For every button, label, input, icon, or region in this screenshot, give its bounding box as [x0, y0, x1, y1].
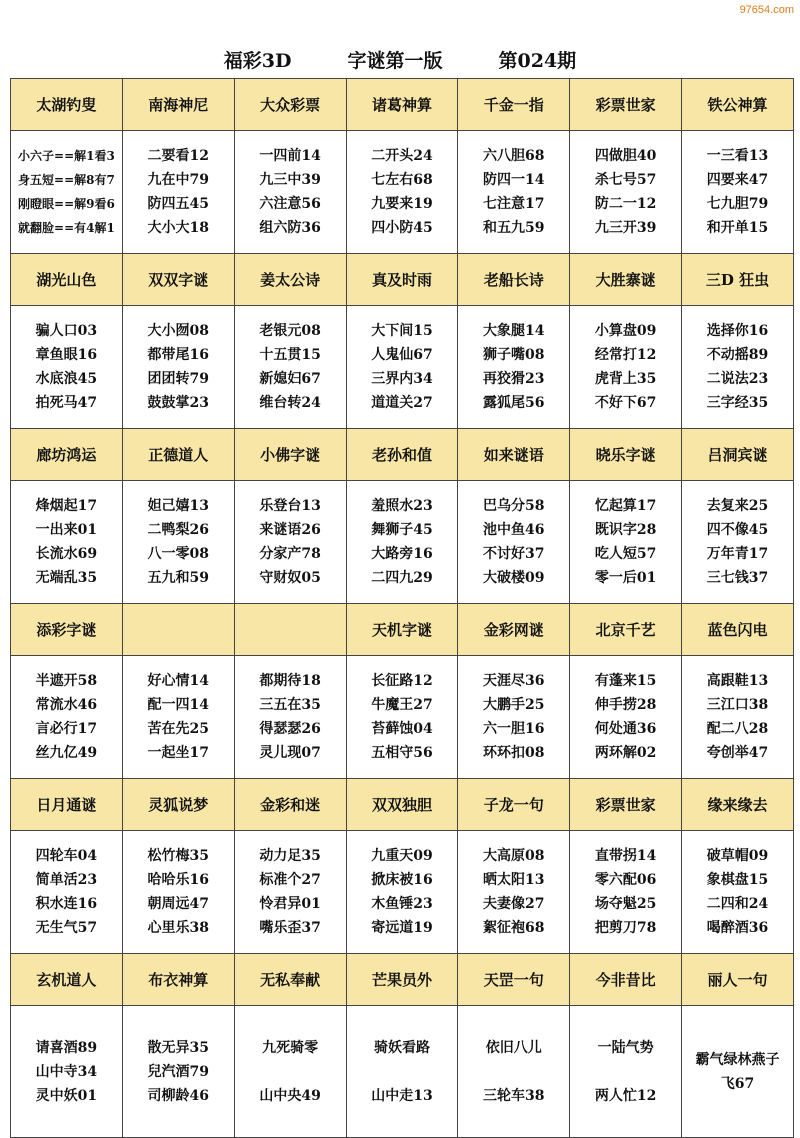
riddle-line: 二要看12 [147, 148, 209, 164]
riddle-cell [346, 131, 458, 254]
riddle-line: 喝醉酒36 [706, 920, 769, 936]
riddle-cell [234, 131, 346, 254]
riddle-cell [234, 306, 346, 429]
riddle-line: 标准个27 [259, 872, 321, 888]
riddle-line: 人鬼仙67 [371, 347, 433, 363]
riddle-line: 和开单15 [706, 220, 769, 236]
riddle-cell [234, 656, 346, 779]
riddle-cell [122, 831, 234, 954]
riddle-line: 二鸭梨26 [147, 522, 209, 538]
riddle-line: 得瑟瑟26 [259, 721, 321, 737]
riddle-line: 不动摇89 [706, 347, 769, 363]
riddle-line: 新媳妇67 [259, 371, 321, 387]
riddle-cell [570, 481, 682, 604]
riddle-line: 散无异35 [147, 1039, 209, 1056]
riddle-line: 高跟鞋13 [706, 673, 769, 689]
column-header: 芒果员外 [346, 954, 458, 1006]
column-header: 廊坊鸿运 [11, 429, 123, 481]
riddle-cell [570, 306, 682, 429]
content-row [11, 656, 794, 779]
riddle-cell [234, 831, 346, 954]
column-header: 缘来缘去 [682, 779, 794, 831]
content-row [11, 1006, 794, 1138]
riddle-line: 二四九29 [371, 570, 433, 586]
issue-number: 第024期 [498, 49, 577, 72]
riddle-line: 怜君异01 [259, 896, 321, 912]
column-header: 南海神尼 [122, 79, 234, 131]
riddle-cell [346, 1006, 458, 1138]
riddle-line: 掀床被16 [371, 872, 433, 888]
riddle-cell [570, 831, 682, 954]
column-header: 蓝色闪电 [682, 604, 794, 656]
riddle-line: 二开头24 [371, 148, 433, 164]
riddle-line: 松竹梅35 [147, 848, 209, 864]
riddle-line: 大下间15 [371, 323, 433, 339]
riddle-cell [682, 1006, 794, 1138]
riddle-line: 妲己嬉13 [147, 498, 209, 514]
riddle-line: 九死骑零 [262, 1039, 319, 1056]
riddle-line: 夫妻像27 [483, 896, 545, 912]
riddle-line [458, 1060, 569, 1084]
riddle-line: 既识字28 [594, 522, 657, 538]
riddle-line: 两人忙12 [594, 1087, 657, 1104]
column-header [234, 604, 346, 656]
riddle-line: 牛魔王27 [371, 697, 433, 713]
riddle-line [235, 1060, 346, 1084]
riddle-line: 虎背上35 [594, 371, 657, 387]
riddle-cell [122, 131, 234, 254]
riddle-line: 晒太阳13 [483, 872, 545, 888]
riddle-line: 九重天09 [371, 848, 433, 864]
riddle-cell [346, 831, 458, 954]
riddle-line: 心里乐38 [147, 920, 209, 936]
riddle-line: 水底浪45 [35, 371, 98, 387]
riddle-cell [570, 656, 682, 779]
column-header: 今非昔比 [570, 954, 682, 1006]
riddle-line: 絮征袍68 [483, 920, 545, 936]
riddle-line: 六八胆68 [483, 148, 545, 164]
column-header: 彩票世家 [570, 779, 682, 831]
riddle-line: 五九和59 [147, 570, 209, 586]
riddle-line: 去复来25 [706, 498, 769, 514]
riddle-cell [11, 131, 123, 254]
header-row [11, 79, 794, 131]
riddle-line: 和五九59 [483, 220, 545, 236]
riddle-cell [11, 1006, 123, 1138]
riddle-line: 大小大18 [147, 220, 209, 236]
riddle-cell [682, 831, 794, 954]
riddle-line: 常流水46 [35, 697, 98, 713]
riddle-line: 分家产78 [259, 546, 321, 562]
riddle-line: 四小防45 [371, 220, 433, 236]
column-header: 大胜寨谜 [570, 254, 682, 306]
riddle-line: 万年青17 [706, 546, 769, 562]
column-header: 双双独胆 [346, 779, 458, 831]
column-header: 大众彩票 [234, 79, 346, 131]
riddle-cell [458, 656, 570, 779]
header-row [11, 429, 794, 481]
riddle-line: 七九胆79 [706, 196, 769, 212]
riddle-line: 一四前14 [259, 148, 321, 164]
riddle-cell [570, 131, 682, 254]
riddle-line: 防四一14 [483, 172, 545, 188]
riddle-line: 长征路12 [371, 673, 433, 689]
column-header: 三D 狂虫 [682, 254, 794, 306]
riddle-line: 哈哈乐16 [147, 872, 209, 888]
riddle-line: 团团转79 [147, 371, 209, 387]
riddle-line: 鼓鼓掌23 [147, 395, 209, 411]
column-header: 铁公神算 [682, 79, 794, 131]
content-row [11, 131, 794, 254]
riddle-cell [122, 481, 234, 604]
riddle-cell [458, 1006, 570, 1138]
riddle-line: 二四和24 [706, 896, 769, 912]
column-header: 布衣神算 [122, 954, 234, 1006]
riddle-line: 长流水69 [35, 546, 98, 562]
riddle-line: 丝九亿49 [35, 745, 98, 761]
riddle-line: 三江口38 [706, 697, 769, 713]
riddle-line: 骗人口03 [35, 323, 98, 339]
riddle-line: 四做胆40 [594, 148, 657, 164]
riddle-line: 都带尾16 [147, 347, 209, 363]
riddle-cell [346, 481, 458, 604]
header-row [11, 779, 794, 831]
content-row [11, 306, 794, 429]
riddle-line: 四不像45 [706, 522, 769, 538]
riddle-line: 动力足35 [259, 848, 321, 864]
riddle-line: 六注意56 [259, 196, 321, 212]
riddle-line: 乐登台13 [259, 498, 321, 514]
riddle-line: 一陆气势 [597, 1039, 654, 1056]
riddle-line: 老银元08 [259, 323, 321, 339]
column-header: 吕洞宾谜 [682, 429, 794, 481]
riddle-line: 烽烟起17 [35, 498, 98, 514]
column-header: 天机字谜 [346, 604, 458, 656]
riddle-cell [346, 656, 458, 779]
riddle-line: 九三开39 [594, 220, 657, 236]
riddle-line: 兒汽酒79 [147, 1063, 209, 1080]
riddle-line: 四要来47 [706, 172, 769, 188]
riddle-line: 就翻脸==有4解1 [18, 221, 115, 235]
riddle-line: 嘴乐歪37 [259, 920, 321, 936]
column-header: 金彩和迷 [234, 779, 346, 831]
riddle-line: 环环扣08 [483, 745, 545, 761]
column-header: 如来谜语 [458, 429, 570, 481]
riddle-line: 狮子嘴08 [483, 347, 545, 363]
riddle-line: 何处通36 [594, 721, 657, 737]
riddle-line: 象棋盘15 [706, 872, 769, 888]
column-header: 子龙一句 [458, 779, 570, 831]
riddle-line [347, 1060, 458, 1084]
riddle-line: 防二一12 [594, 196, 657, 212]
riddle-cell [11, 481, 123, 604]
column-header: 千金一指 [458, 79, 570, 131]
riddle-line: 舞狮子45 [371, 522, 433, 538]
riddle-line: 组六防36 [259, 220, 321, 236]
header-row [11, 254, 794, 306]
lottery-name: 福彩3D [223, 49, 292, 72]
riddle-line: 依旧八儿 [485, 1039, 542, 1056]
column-header: 玄机道人 [11, 954, 123, 1006]
riddle-cell [346, 306, 458, 429]
column-header: 姜太公诗 [234, 254, 346, 306]
riddle-line: 再狡猾23 [483, 371, 545, 387]
column-header: 太湖钓叟 [11, 79, 123, 131]
page-title [0, 44, 800, 74]
content-row [11, 831, 794, 954]
column-header: 湖光山色 [11, 254, 123, 306]
column-header: 日月通谜 [11, 779, 123, 831]
column-header: 灵狐说梦 [122, 779, 234, 831]
riddle-line: 有蓬来15 [594, 673, 657, 689]
column-header: 双双字谜 [122, 254, 234, 306]
riddle-line: 四轮车04 [35, 848, 98, 864]
riddle-cell [122, 1006, 234, 1138]
riddle-line: 三五在35 [259, 697, 321, 713]
site-watermark: 97654.com [739, 4, 794, 16]
riddle-line: 七注意17 [483, 196, 545, 212]
riddle-cell [458, 481, 570, 604]
riddle-line: 大象腿14 [483, 323, 545, 339]
riddle-line: 场夺魁25 [594, 896, 657, 912]
column-header: 老孙和值 [346, 429, 458, 481]
riddle-line: 经常打12 [594, 347, 657, 363]
riddle-line: 九三中39 [259, 172, 321, 188]
riddle-cell [11, 831, 123, 954]
riddle-line: 木鱼锤23 [371, 896, 433, 912]
riddle-line: 霸气绿林燕子飞67 [695, 1051, 780, 1092]
riddle-line: 一出来01 [35, 522, 98, 538]
riddle-line: 零六配06 [594, 872, 657, 888]
riddle-line: 章鱼眼16 [35, 347, 98, 363]
riddle-line: 来谜语26 [259, 522, 321, 538]
riddle-line: 池中鱼46 [483, 522, 545, 538]
riddle-cell [682, 306, 794, 429]
riddle-line: 山中走13 [371, 1087, 433, 1104]
riddle-line: 大高原08 [483, 848, 545, 864]
riddle-line: 小六子==解1看3 [18, 149, 115, 163]
riddle-line: 无端乱35 [35, 570, 98, 586]
riddle-cell [122, 306, 234, 429]
column-header: 老船长诗 [458, 254, 570, 306]
riddle-line: 零一后01 [594, 570, 657, 586]
riddle-line: 简单活23 [35, 872, 98, 888]
riddle-line: 朝周远47 [147, 896, 209, 912]
riddle-line: 露狐尾56 [483, 395, 545, 411]
riddle-line: 六一胆16 [483, 721, 545, 737]
riddle-line: 三七钱37 [706, 570, 769, 586]
riddle-cell [122, 656, 234, 779]
riddle-line [570, 1060, 681, 1084]
riddle-line: 大路旁16 [371, 546, 433, 562]
header-row [11, 954, 794, 1006]
riddle-line: 半遮开58 [35, 673, 98, 689]
riddle-line: 配二八28 [706, 721, 769, 737]
riddle-line: 防四五45 [147, 196, 209, 212]
riddle-line: 五相守56 [371, 745, 433, 761]
column-header: 金彩网谜 [458, 604, 570, 656]
riddle-line: 寄远道19 [371, 920, 433, 936]
riddle-line: 九在中79 [147, 172, 209, 188]
riddle-line: 把剪刀78 [594, 920, 657, 936]
riddle-line: 大小囫08 [147, 323, 209, 339]
riddle-line: 八一零08 [147, 546, 209, 562]
riddle-cell [458, 306, 570, 429]
column-header [122, 604, 234, 656]
riddle-line: 拍死马47 [35, 395, 98, 411]
column-header: 添彩字谜 [11, 604, 123, 656]
riddle-line: 大鹏手25 [483, 697, 545, 713]
riddle-line: 积水连16 [35, 896, 98, 912]
riddle-line: 九要来19 [371, 196, 433, 212]
riddle-line: 配一四14 [147, 697, 209, 713]
riddle-cell [570, 1006, 682, 1138]
column-header: 无私奉献 [234, 954, 346, 1006]
column-header: 小佛字谜 [234, 429, 346, 481]
riddle-line: 羞照水23 [371, 498, 433, 514]
riddle-cell [682, 131, 794, 254]
riddle-line: 十五贯15 [259, 347, 321, 363]
riddle-line: 选择你16 [706, 323, 769, 339]
riddle-line: 忆起算17 [594, 498, 657, 514]
riddle-cell [234, 481, 346, 604]
riddle-line: 二说法23 [706, 371, 769, 387]
riddle-cell [458, 131, 570, 254]
column-header: 诸葛神算 [346, 79, 458, 131]
riddle-line: 巴乌分58 [483, 498, 545, 514]
riddle-line: 刚瞪眼==解9看6 [18, 197, 115, 211]
riddle-line: 七左右68 [371, 172, 433, 188]
edition-name: 字谜第一版 [347, 49, 443, 72]
riddle-cell [11, 656, 123, 779]
riddle-line: 夸创举47 [706, 745, 769, 761]
column-header: 丽人一句 [682, 954, 794, 1006]
riddle-grid [10, 78, 794, 1138]
riddle-line: 三界内34 [371, 371, 433, 387]
riddle-line: 三轮车38 [483, 1087, 545, 1104]
riddle-line: 山中寺34 [35, 1063, 98, 1080]
riddle-line: 天涯尽36 [483, 673, 545, 689]
riddle-line: 身五短==解8有7 [18, 173, 115, 187]
riddle-line: 道道关27 [371, 395, 433, 411]
riddle-line: 小算盘09 [594, 323, 657, 339]
riddle-line: 不好下67 [594, 395, 657, 411]
riddle-line: 三字经35 [706, 395, 769, 411]
riddle-line: 司柳龄46 [147, 1087, 209, 1104]
riddle-line: 两环解02 [594, 745, 657, 761]
riddle-line: 苦在先25 [147, 721, 209, 737]
riddle-line: 维台转24 [259, 395, 321, 411]
content-row [11, 481, 794, 604]
riddle-cell [682, 481, 794, 604]
riddle-line: 无生气57 [35, 920, 98, 936]
column-header: 正德道人 [122, 429, 234, 481]
column-header: 天罡一句 [458, 954, 570, 1006]
riddle-line: 苔藓蚀04 [371, 721, 433, 737]
column-header: 真及时雨 [346, 254, 458, 306]
column-header: 北京千艺 [570, 604, 682, 656]
riddle-line: 守财奴05 [259, 570, 321, 586]
grid-body [11, 79, 794, 1138]
riddle-line: 杀七号57 [594, 172, 657, 188]
riddle-line: 一三看13 [706, 148, 769, 164]
riddle-line: 好心情14 [147, 673, 209, 689]
riddle-line: 灵中妖01 [35, 1087, 98, 1104]
riddle-line: 不讨好37 [483, 546, 545, 562]
riddle-cell [458, 831, 570, 954]
riddle-line: 灵儿现07 [259, 745, 321, 761]
riddle-line: 骑妖看路 [373, 1039, 430, 1056]
riddle-line: 都期待18 [259, 673, 321, 689]
header-row [11, 604, 794, 656]
riddle-line: 一起坐17 [147, 745, 209, 761]
riddle-line: 直带拐14 [594, 848, 657, 864]
riddle-line: 吃人短57 [594, 546, 657, 562]
column-header: 晓乐字谜 [570, 429, 682, 481]
riddle-line: 请喜酒89 [35, 1039, 98, 1056]
riddle-line: 山中央49 [259, 1087, 321, 1104]
riddle-line: 伸手捞28 [594, 697, 657, 713]
riddle-cell [234, 1006, 346, 1138]
riddle-line: 破草帽09 [706, 848, 769, 864]
riddle-line: 言必行17 [35, 721, 98, 737]
riddle-cell [682, 656, 794, 779]
riddle-line: 大破楼09 [483, 570, 545, 586]
column-header: 彩票世家 [570, 79, 682, 131]
riddle-cell [11, 306, 123, 429]
